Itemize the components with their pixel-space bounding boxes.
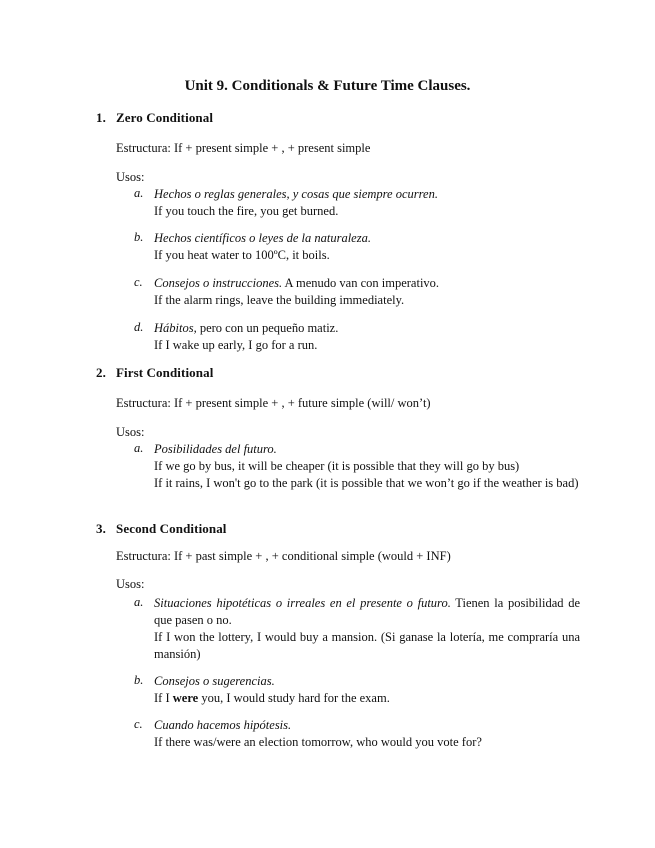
- example-text: If I won the lottery, I would buy a mansion. (Si ganase la lotería, me compraría una mansión): [154, 630, 580, 661]
- usage-text: Situaciones hipotéticas o irreales en el presente o futuro.: [154, 596, 451, 610]
- item-marker: c.: [134, 275, 143, 289]
- section-heading-first-conditional: [96, 365, 213, 381]
- item-marker: a.: [134, 441, 144, 455]
- example-post: you, I would study hard for the exam.: [198, 691, 390, 705]
- item-marker: d.: [134, 320, 144, 334]
- section-heading-second-conditional: [96, 521, 227, 537]
- example-text: If the alarm rings, leave the building immediately.: [154, 293, 405, 307]
- item-marker: b.: [134, 673, 144, 687]
- section-heading-zero-conditional: [96, 110, 213, 126]
- example-text: If we go by bus, it will be cheaper (it is possible that they will go by bus): [154, 459, 520, 473]
- list-item: [134, 275, 580, 309]
- item-marker: a.: [134, 595, 144, 609]
- page-title: Unit 9. Conditionals & Future Time Clauses.: [184, 78, 471, 94]
- usage-note: Tienen la posibilidad de que pasen o no.: [154, 596, 580, 627]
- example-text: If you heat water to 100ºC, it boils.: [154, 248, 330, 262]
- section-number: 1.: [96, 110, 106, 125]
- usage-text: Consejos o instrucciones.: [154, 276, 283, 290]
- usage-text: Consejos o sugerencias.: [154, 674, 275, 688]
- example-text: If it rains, I won't go to the park (it is possible that we won’t go if the weather is bad): [154, 476, 579, 490]
- structure-line: Estructura: If + present simple + , + future simple (will/ won’t): [116, 396, 431, 410]
- section-number: 3.: [96, 521, 106, 536]
- item-marker: a.: [134, 186, 144, 200]
- section-title: Zero Conditional: [116, 110, 214, 125]
- example-text: If I wake up early, I go for a run.: [154, 338, 318, 352]
- section-title: First Conditional: [116, 365, 214, 380]
- list-item: [134, 673, 580, 707]
- usage-text: Cuando hacemos hipótesis.: [154, 718, 292, 732]
- example-text: If you touch the fire, you get burned.: [154, 204, 339, 218]
- structure-line: Estructura: If + past simple + , + conditional simple (would + INF): [116, 549, 451, 563]
- example-text: [154, 690, 580, 707]
- list-item: [134, 186, 580, 220]
- item-marker: c.: [134, 717, 143, 731]
- list-item: [134, 320, 580, 354]
- item-marker: b.: [134, 230, 144, 244]
- list-item: [134, 595, 580, 663]
- usos-label: Usos:: [116, 170, 145, 184]
- usage-note: pero con un pequeño matiz.: [196, 321, 339, 335]
- usos-label: Usos:: [116, 577, 145, 591]
- usage-text: Hábitos,: [154, 321, 197, 335]
- section-title: Second Conditional: [116, 521, 227, 536]
- list-item: [134, 441, 580, 492]
- usage-text: Posibilidades del futuro.: [154, 442, 277, 456]
- example-emphasis: were: [172, 691, 199, 705]
- example-text: If there was/were an election tomorrow, who would you vote for?: [154, 735, 482, 749]
- usage-text: Hechos o reglas generales, y cosas que siempre ocurren.: [154, 187, 438, 201]
- usage-text: Hechos científicos o leyes de la naturaleza.: [154, 231, 371, 245]
- section-number: 2.: [96, 365, 106, 380]
- usage-note: A menudo van con imperativo.: [282, 276, 440, 290]
- usos-label: Usos:: [116, 425, 145, 439]
- structure-line: Estructura: If + present simple + , + present simple: [116, 141, 371, 155]
- list-item: [134, 230, 580, 264]
- list-item: [134, 717, 580, 751]
- example-pre: If I: [154, 691, 173, 705]
